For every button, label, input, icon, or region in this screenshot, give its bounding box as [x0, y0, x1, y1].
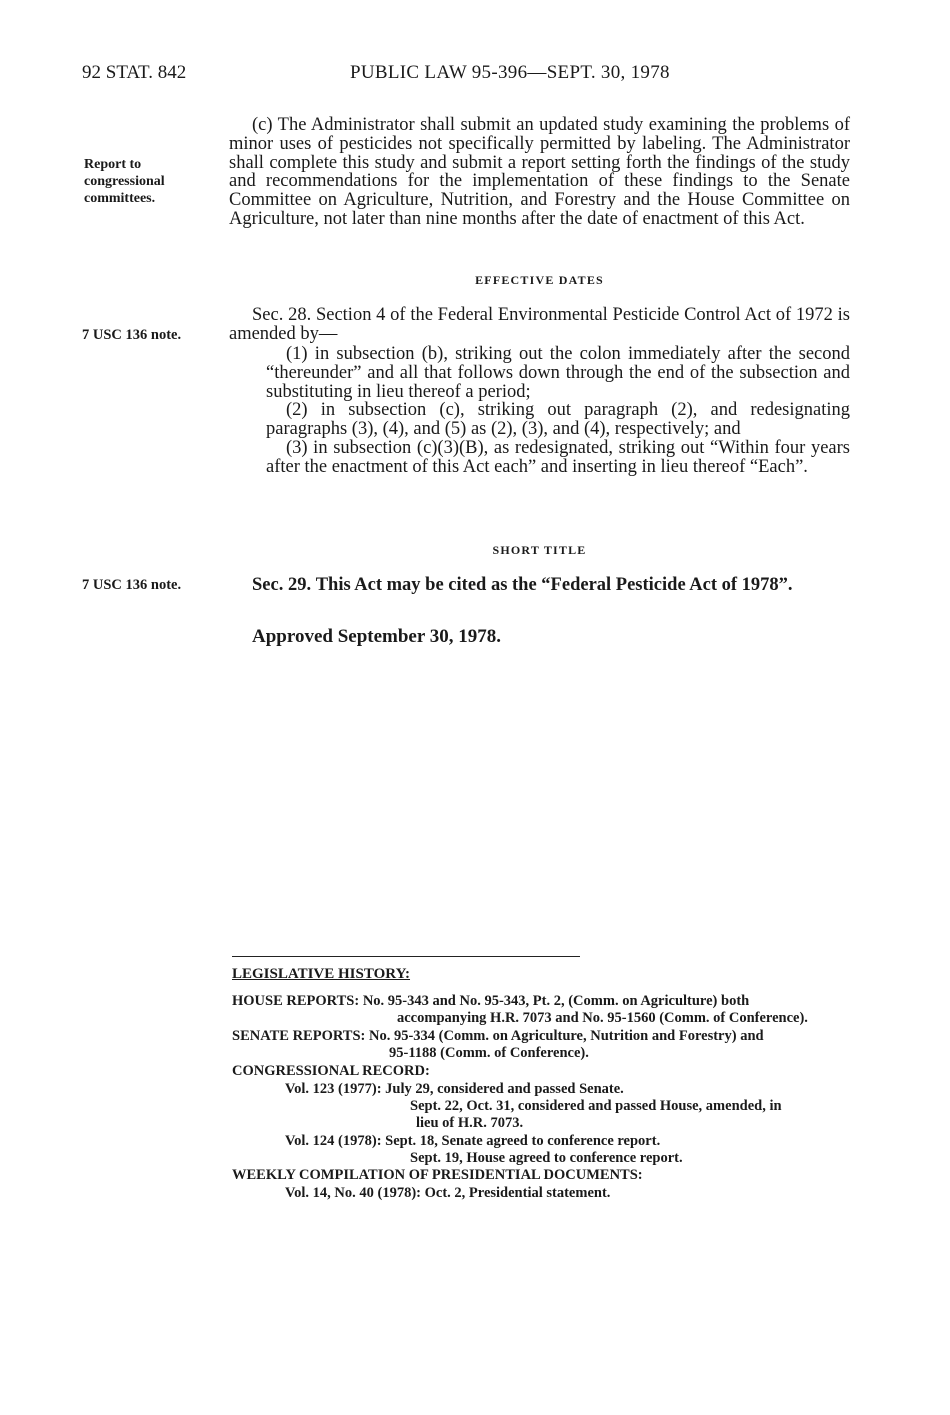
amendment-item-3: (3) in subsection (c)(3)(B), as redesignated, striking out “Within four years after the enactment of this Act each” and inserting in lieu thereof “Each”. — [266, 437, 850, 477]
congressional-record-heading: CONGRESSIONAL RECORD: — [232, 1063, 430, 1079]
vol-123-senate: Vol. 123 (1977): July 29, considered and passed Senate. — [285, 1081, 624, 1097]
vol-14-statement: Vol. 14, No. 40 (1978): Oct. 2, Presidential statement. — [285, 1185, 611, 1201]
section-29-paragraph — [229, 576, 850, 595]
house-reports: HOUSE REPORTS: No. 95-343 and No. 95-343, Pt. 2, (Comm. on Agriculture) both — [232, 993, 750, 1009]
approval-date: Approved September 30, 1978. — [252, 626, 501, 647]
vol-123-house: Sept. 22, Oct. 31, considered and passed House, amended, in — [410, 1098, 782, 1114]
amendment-item-2: (2) in subsection (c), striking out paragraph (2), and redesignating paragraphs (3), (4), and (5) as (2), (3), and (4), respectively; and — [266, 400, 850, 440]
weekly-compilation-heading: WEEKLY COMPILATION OF PRESIDENTIAL DOCUMENTS: — [232, 1167, 643, 1183]
amendment-list — [229, 345, 850, 477]
heading-short-title: SHORT TITLE — [492, 543, 587, 557]
legislative-history-heading: LEGISLATIVE HISTORY: — [232, 966, 411, 982]
senate-reports: SENATE REPORTS: No. 95-334 (Comm. on Agriculture, Nutrition and Forestry) and — [232, 1028, 764, 1044]
section-29-label: Sec. 29. — [252, 575, 312, 595]
amendment-item-1: (1) in subsection (b), striking out the colon immediately after the second “thereunder” and all that follows down through the end of the subsection and substituting in lieu thereof a period; — [266, 344, 850, 402]
vol-124-senate: Vol. 124 (1978): Sept. 18, Senate agreed to conference report. — [285, 1133, 661, 1149]
vol-123-house-continued: lieu of H.R. 7073. — [416, 1115, 524, 1131]
legislative-history-rule — [232, 956, 580, 957]
margin-note-usc-2: 7 USC 136 note. — [82, 577, 182, 593]
running-head: PUBLIC LAW 95-396—SEPT. 30, 1978 — [350, 62, 670, 83]
section-28-intro — [229, 306, 850, 344]
subsection-c-paragraph: (c) The Administrator shall submit an updated study examining the problems of minor uses of pesticides not specifically permitted by labeling. The Administrator shall complete this study and submit a report setting forth the findings of the study and recommendations for the implementation of these findings to the Senate Committee on Agriculture, Nutrition, and Forestry and the House Committee on Agriculture, not later than nine months after the date of enactment of this Act. — [229, 115, 850, 229]
house-reports-continued: accompanying H.R. 7073 and No. 95-1560 (Comm. of Conference). — [397, 1010, 808, 1026]
heading-effective-dates: EFFECTIVE DATES — [475, 273, 604, 287]
section-28-text: Section 4 of the Federal Environmental Pesticide Control Act of 1972 is amended by— — [229, 305, 851, 344]
stat-page-number: 92 STAT. 842 — [82, 62, 187, 83]
section-28-label: Sec. 28. — [252, 305, 312, 325]
senate-reports-continued: 95-1188 (Comm. of Conference). — [389, 1045, 589, 1061]
margin-note-report: Report to congressional committees. — [84, 157, 165, 206]
margin-note-usc-1: 7 USC 136 note. — [82, 327, 182, 343]
section-29-text: This Act may be cited as the “Federal Pesticide Act of 1978”. — [315, 575, 793, 595]
vol-124-house: Sept. 19, House agreed to conference report. — [410, 1150, 683, 1166]
